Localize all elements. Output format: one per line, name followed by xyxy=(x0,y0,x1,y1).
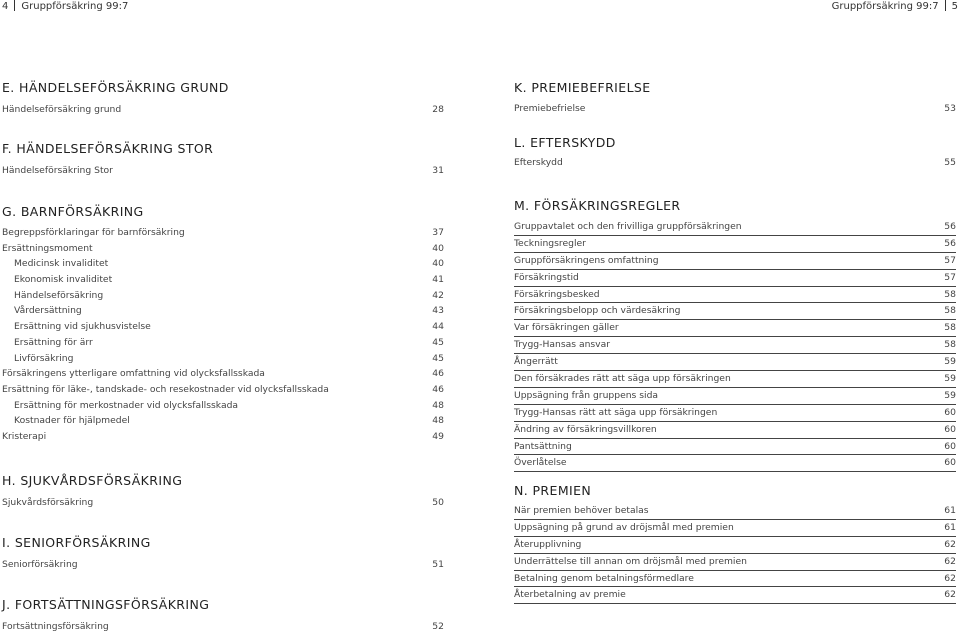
toc-entry-page-number: 62 xyxy=(944,572,956,584)
toc-entry[interactable] xyxy=(2,303,444,319)
toc-entry-label: Trygg-Hansas rätt att säga upp försäkringen xyxy=(514,406,718,418)
toc-entry-list xyxy=(2,557,444,573)
toc-entry-page-number: 60 xyxy=(944,457,956,469)
toc-entry-page-number: 59 xyxy=(944,356,956,368)
section-j xyxy=(2,598,444,635)
toc-entry-label: Ersättning för ärr xyxy=(14,336,93,348)
toc-entry-page-number: 57 xyxy=(944,271,956,283)
section-i xyxy=(2,536,444,573)
toc-entry[interactable] xyxy=(2,225,444,241)
toc-entry-page-number: 46 xyxy=(432,383,444,395)
toc-entry-label: Uppsägning på grund av dröjsmål med premien xyxy=(514,521,734,533)
toc-entry[interactable] xyxy=(514,571,956,588)
section-title: J. FORTSÄTTNINGSFÖRSÄKRING xyxy=(2,597,210,612)
toc-entry-label: Trygg-Hansas ansvar xyxy=(514,339,611,351)
toc-entry-page-number: 59 xyxy=(944,389,956,401)
toc-entry-page-number: 40 xyxy=(432,258,444,270)
toc-entry[interactable] xyxy=(514,503,956,520)
toc-entry[interactable] xyxy=(2,619,444,635)
toc-entry[interactable] xyxy=(514,388,956,405)
toc-entry[interactable] xyxy=(514,354,956,371)
toc-entry[interactable] xyxy=(2,429,444,445)
toc-entry-page-number: 55 xyxy=(944,157,956,168)
toc-entry-label: Var försäkringen gäller xyxy=(514,322,619,334)
toc-entry[interactable] xyxy=(514,270,956,287)
toc-entry-label: Uppsägning från gruppens sida xyxy=(514,389,659,401)
toc-entry-page-number: 57 xyxy=(944,254,956,266)
toc-entry-list xyxy=(2,102,444,118)
toc-entry-label: Underrättelse till annan om dröjsmål med premien xyxy=(514,555,747,567)
toc-entry-list xyxy=(514,503,956,604)
section-title: H. SJUKVÅRDSFÖRSÄKRING xyxy=(2,473,183,488)
toc-left-column xyxy=(2,0,444,634)
section-title: I. SENIORFÖRSÄKRING xyxy=(2,535,151,550)
toc-entry-page-number: 56 xyxy=(944,237,956,249)
toc-entry[interactable] xyxy=(514,554,956,571)
toc-right-column xyxy=(514,0,956,634)
toc-entry-label: Händelseförsäkring xyxy=(14,289,104,301)
section-title: F. HÄNDELSEFÖRSÄKRING STOR xyxy=(2,141,214,156)
toc-entry-label: Ersättningsmoment xyxy=(2,242,93,254)
toc-entry[interactable] xyxy=(514,439,956,456)
toc-entry-label: Betalning genom betalningsförmedlare xyxy=(514,572,694,584)
toc-entry-page-number: 51 xyxy=(432,559,444,570)
toc-entry[interactable] xyxy=(514,422,956,439)
toc-entry[interactable] xyxy=(2,495,444,511)
toc-entry-list xyxy=(2,163,444,179)
toc-entry-label: Livförsäkring xyxy=(14,352,74,364)
toc-entry-label: Händelseförsäkring grund xyxy=(2,104,122,115)
section-title: G. BARNFÖRSÄKRING xyxy=(2,204,144,219)
toc-entry-label: Den försäkrades rätt att säga upp försäkringen xyxy=(514,373,731,385)
section-k xyxy=(514,81,956,117)
toc-entry[interactable] xyxy=(2,382,444,398)
toc-entry[interactable] xyxy=(514,587,956,604)
toc-entry-label: Försäkringstid xyxy=(514,271,579,283)
toc-entry-page-number: 61 xyxy=(944,505,956,516)
toc-entry-page-number: 41 xyxy=(432,274,444,286)
toc-entry[interactable] xyxy=(2,557,444,573)
section-title: L. EFTERSKYDD xyxy=(514,135,616,150)
toc-entry[interactable] xyxy=(514,520,956,537)
toc-entry-list xyxy=(514,101,956,117)
toc-entry-page-number: 62 xyxy=(944,538,956,550)
toc-entry-label: Fortsättningsförsäkring xyxy=(2,621,109,632)
toc-entry-label: Teckningsregler xyxy=(514,237,586,249)
page-number-right: 5 xyxy=(951,1,958,12)
header-title-right: Gruppförsäkring 99:7 xyxy=(831,1,939,12)
toc-entry-page-number: 31 xyxy=(432,165,444,176)
toc-entry[interactable] xyxy=(514,155,956,171)
toc-entry[interactable] xyxy=(2,319,444,335)
toc-entry-list xyxy=(514,155,956,171)
toc-entry-page-number: 50 xyxy=(432,497,444,508)
toc-entry[interactable] xyxy=(514,371,956,388)
section-l xyxy=(514,136,956,171)
toc-entry-page-number: 48 xyxy=(432,415,444,427)
toc-entry[interactable] xyxy=(2,335,444,351)
toc-entry[interactable] xyxy=(514,537,956,554)
toc-entry-label: Gruppförsäkringens omfattning xyxy=(514,254,659,266)
toc-entry-page-number: 37 xyxy=(432,227,444,238)
toc-entry-label: Försäkringsbesked xyxy=(514,288,600,300)
toc-entry-page-number: 61 xyxy=(944,521,956,533)
toc-entry[interactable] xyxy=(514,287,956,304)
toc-entry-page-number: 46 xyxy=(432,368,444,380)
toc-entry-label: Försäkringens ytterligare omfattning vid olycksfallsskada xyxy=(2,368,265,380)
section-title: E. HÄNDELSEFÖRSÄKRING GRUND xyxy=(2,80,229,95)
toc-entry-label: Överlåtelse xyxy=(514,457,567,469)
section-g xyxy=(2,205,444,445)
toc-entry-label: Ångerrätt xyxy=(514,356,558,368)
section-f xyxy=(2,142,444,179)
toc-entry-label: Vårdersättning xyxy=(14,305,82,317)
toc-entry-label: Efterskydd xyxy=(514,157,563,168)
toc-entry-list xyxy=(2,225,444,445)
toc-entry[interactable] xyxy=(2,241,444,257)
toc-entry-label: Kristerapi xyxy=(2,430,47,442)
toc-entry[interactable] xyxy=(514,303,956,320)
toc-entry-page-number: 45 xyxy=(432,352,444,364)
toc-entry[interactable] xyxy=(514,219,956,236)
section-e xyxy=(2,81,444,118)
toc-entry-page-number: 58 xyxy=(944,339,956,351)
toc-entry[interactable] xyxy=(2,366,444,382)
toc-entry[interactable] xyxy=(2,351,444,367)
toc-entry-page-number: 59 xyxy=(944,373,956,385)
toc-entry-label: Försäkringsbelopp och värdesäkring xyxy=(514,305,681,317)
toc-entry-page-number: 62 xyxy=(944,589,956,601)
toc-entry-label: Seniorförsäkring xyxy=(2,559,78,570)
toc-entry-page-number: 45 xyxy=(432,336,444,348)
toc-entry-page-number: 58 xyxy=(944,322,956,334)
toc-entry-page-number: 28 xyxy=(432,104,444,115)
toc-entry-page-number: 48 xyxy=(432,399,444,411)
toc-entry-page-number: 58 xyxy=(944,305,956,317)
toc-entry[interactable] xyxy=(514,455,956,472)
toc-entry[interactable] xyxy=(2,256,444,272)
toc-entry[interactable] xyxy=(2,288,444,304)
toc-entry-list xyxy=(514,219,956,472)
section-m xyxy=(514,199,956,472)
toc-entry-label: Ekonomisk invaliditet xyxy=(14,274,113,286)
toc-entry[interactable] xyxy=(514,405,956,422)
toc-entry-page-number: 44 xyxy=(432,321,444,333)
header-title-left: Gruppförsäkring 99:7 xyxy=(21,1,129,12)
toc-entry[interactable] xyxy=(2,413,444,429)
toc-entry-label: Gruppavtalet och den frivilliga gruppförsäkringen xyxy=(514,221,742,232)
toc-entry[interactable] xyxy=(2,398,444,414)
toc-entry[interactable] xyxy=(514,253,956,270)
toc-entry-page-number: 56 xyxy=(944,221,956,232)
toc-entry-page-number: 53 xyxy=(944,103,956,114)
toc-entry-page-number: 43 xyxy=(432,305,444,317)
toc-entry-label: När premien behöver betalas xyxy=(514,505,649,516)
toc-entry-label: Händelseförsäkring Stor xyxy=(2,165,113,176)
toc-entry-label: Begreppsförklaringar för barnförsäkring xyxy=(2,227,185,238)
toc-entry[interactable] xyxy=(2,102,444,118)
toc-entry-label: Ersättning för merkostnader vid olycksfallsskada xyxy=(14,399,239,411)
toc-entry-label: Ersättning för läke-, tandskade- och resekostnader vid olycksfallsskada xyxy=(2,383,329,395)
toc-entry-page-number: 62 xyxy=(944,555,956,567)
section-title: M. FÖRSÄKRINGSREGLER xyxy=(514,198,681,213)
section-n xyxy=(514,484,956,604)
toc-entry-page-number: 60 xyxy=(944,406,956,418)
toc-entry-list xyxy=(2,619,444,635)
toc-entry[interactable] xyxy=(514,101,956,117)
toc-entry[interactable] xyxy=(2,163,444,179)
toc-entry-label: Ersättning vid sjukhusvistelse xyxy=(14,321,151,333)
page-number-left: 4 xyxy=(2,1,9,12)
toc-entry-label: Medicinsk invaliditet xyxy=(14,258,109,270)
toc-entry-label: Kostnader för hjälpmedel xyxy=(14,415,130,427)
toc-entry-label: Sjukvårdsförsäkring xyxy=(2,497,94,508)
toc-entry-page-number: 52 xyxy=(432,621,444,632)
toc-entry-label: Återbetalning av premie xyxy=(514,589,626,601)
toc-entry-label: Premiebefrielse xyxy=(514,103,586,114)
toc-entry-label: Återupplivning xyxy=(514,538,582,550)
toc-entry-page-number: 58 xyxy=(944,288,956,300)
toc-entry[interactable] xyxy=(514,236,956,253)
section-title: N. PREMIEN xyxy=(514,483,592,498)
toc-entry-page-number: 60 xyxy=(944,423,956,435)
toc-entry[interactable] xyxy=(514,320,956,337)
toc-entry-page-number: 40 xyxy=(432,242,444,254)
toc-entry-page-number: 49 xyxy=(432,430,444,442)
section-title: K. PREMIEBEFRIELSE xyxy=(514,80,651,95)
toc-entry-page-number: 42 xyxy=(432,289,444,301)
toc-entry[interactable] xyxy=(514,337,956,354)
toc-entry-label: Pantsättning xyxy=(514,440,572,452)
section-h xyxy=(2,474,444,511)
toc-entry-list xyxy=(2,495,444,511)
toc-entry-label: Ändring av försäkringsvillkoren xyxy=(514,423,657,435)
toc-entry[interactable] xyxy=(2,272,444,288)
toc-entry-page-number: 60 xyxy=(944,440,956,452)
